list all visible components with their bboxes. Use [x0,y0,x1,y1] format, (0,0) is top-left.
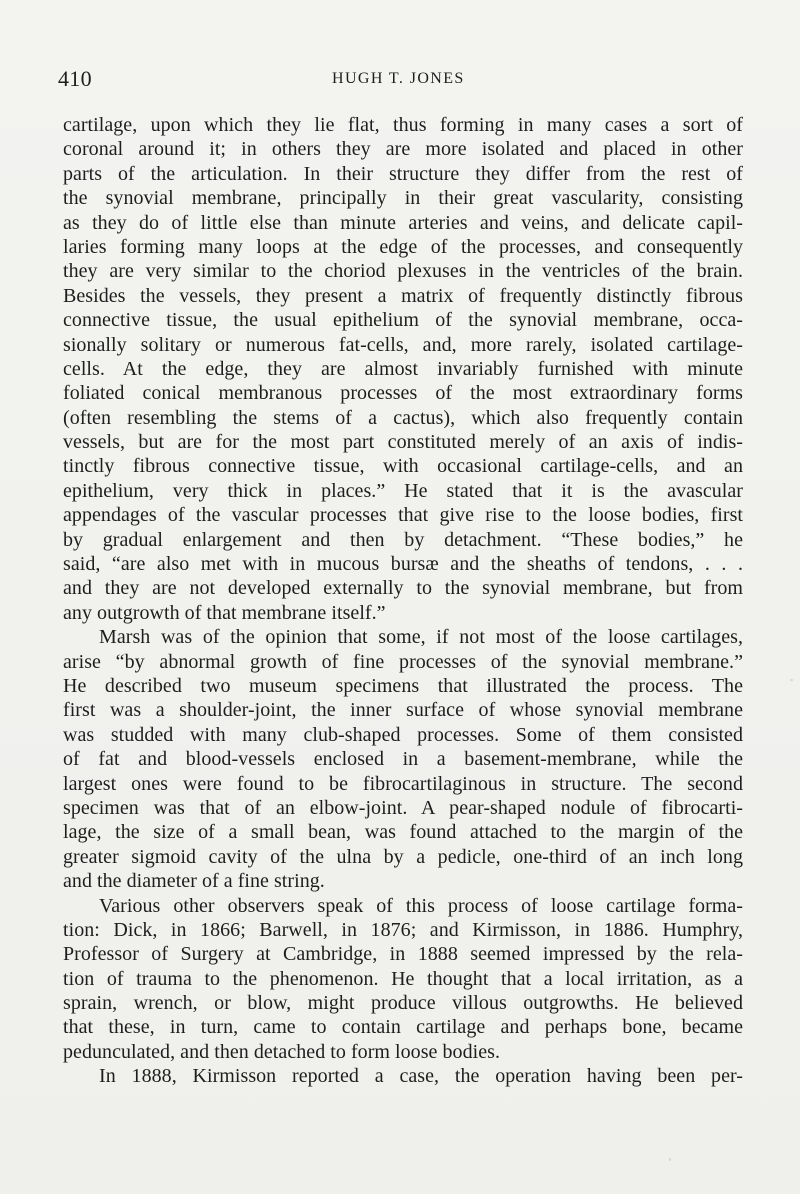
body-line: Various other observers speak of this process of loose cartilage forma- [99,894,743,917]
body-line: He described two museum specimens that illustrated the process. The [63,674,743,697]
body-line: they are very similar to the choriod plexuses in the ventricles of the brain. [63,260,743,283]
body-line: In 1888, Kirmisson reported a case, the operation having been per- [99,1065,743,1088]
body-text [63,113,743,1089]
running-head: HUGH T. JONES [332,70,465,87]
body-line: tion: Dick, in 1866; Barwell, in 1876; and Kirmisson, in 1886. Humphry, [63,918,743,941]
body-line: cells. At the edge, they are almost invariably furnished with minute [63,357,743,380]
body-line: Marsh was of the opinion that some, if not most of the loose cartilages, [99,626,743,649]
body-line: (often resembling the stems of a cactus), which also frequently contain [63,406,743,429]
body-line: tinctly fibrous connective tissue, with occasional cartilage-cells, and an [63,455,743,478]
body-line: that these, in turn, came to contain cartilage and perhaps bone, became [63,1016,743,1039]
body-line: foliated conical membranous processes of the most extraordinary forms [63,382,743,405]
body-line: specimen was that of an elbow-joint. A pear-shaped nodule of fibrocarti- [63,796,743,819]
body-line: was studded with many club-shaped processes. Some of them consisted [63,723,743,746]
body-line: lage, the size of a small bean, was found attached to the margin of the [63,821,743,844]
scan-speck [669,1158,671,1161]
body-line: first was a shoulder-joint, the inner surface of whose synovial membrane [63,699,743,722]
body-line: pedunculated, and then detached to form loose bodies. [63,1040,500,1063]
body-line: largest ones were found to be fibrocartilaginous in structure. The second [63,772,743,795]
body-line: epithelium, very thick in places.” He stated that it is the avascular [63,479,743,502]
body-line: connective tissue, the usual epithelium of the synovial membrane, occa- [63,309,743,332]
body-line: by gradual enlargement and then by detachment. “These bodies,” he [63,528,743,551]
body-line: sionally solitary or numerous fat-cells, and, more rarely, isolated cartilage- [63,333,743,356]
body-line: vessels, but are for the most part constituted merely of an axis of indis- [63,431,743,454]
body-line: laries forming many loops at the edge of the processes, and consequently [63,235,743,258]
body-line: appendages of the vascular processes that give rise to the loose bodies, first [63,504,743,527]
page-number: 410 [58,66,92,91]
body-line: and they are not developed externally to the synovial membrane, but from [63,577,743,600]
body-line: coronal around it; in others they are more isolated and placed in other [63,138,743,161]
body-line: greater sigmoid cavity of the ulna by a pedicle, one-third of an inch long [63,845,743,868]
body-line: tion of trauma to the phenomenon. He thought that a local irritation, as a [63,967,743,990]
body-line: Professor of Surgery at Cambridge, in 1888 seemed impressed by the rela- [63,943,743,966]
body-line: of fat and blood-vessels enclosed in a basement-membrane, while the [63,748,743,771]
body-line: said, “are also met with in mucous bursæ and the sheaths of tendons, . . . [63,553,743,576]
body-line: parts of the articulation. In their structure they differ from the rest of [63,162,743,185]
body-line: any outgrowth of that membrane itself.” [63,601,386,624]
scan-speck [790,679,793,681]
body-line: the synovial membrane, principally in their great vascularity, consisting [63,187,743,210]
body-line: arise “by abnormal growth of fine processes of the synovial membrane.” [63,650,743,673]
body-line: Besides the vessels, they present a matrix of frequently distinctly fibrous [63,284,743,307]
body-line: cartilage, upon which they lie flat, thus forming in many cases a sort of [63,114,743,136]
body-line: and the diameter of a fine string. [63,870,325,893]
body-line: sprain, wrench, or blow, might produce villous outgrowths. He believed [63,992,743,1015]
body-line: as they do of little else than minute arteries and veins, and delicate capil- [63,211,743,234]
